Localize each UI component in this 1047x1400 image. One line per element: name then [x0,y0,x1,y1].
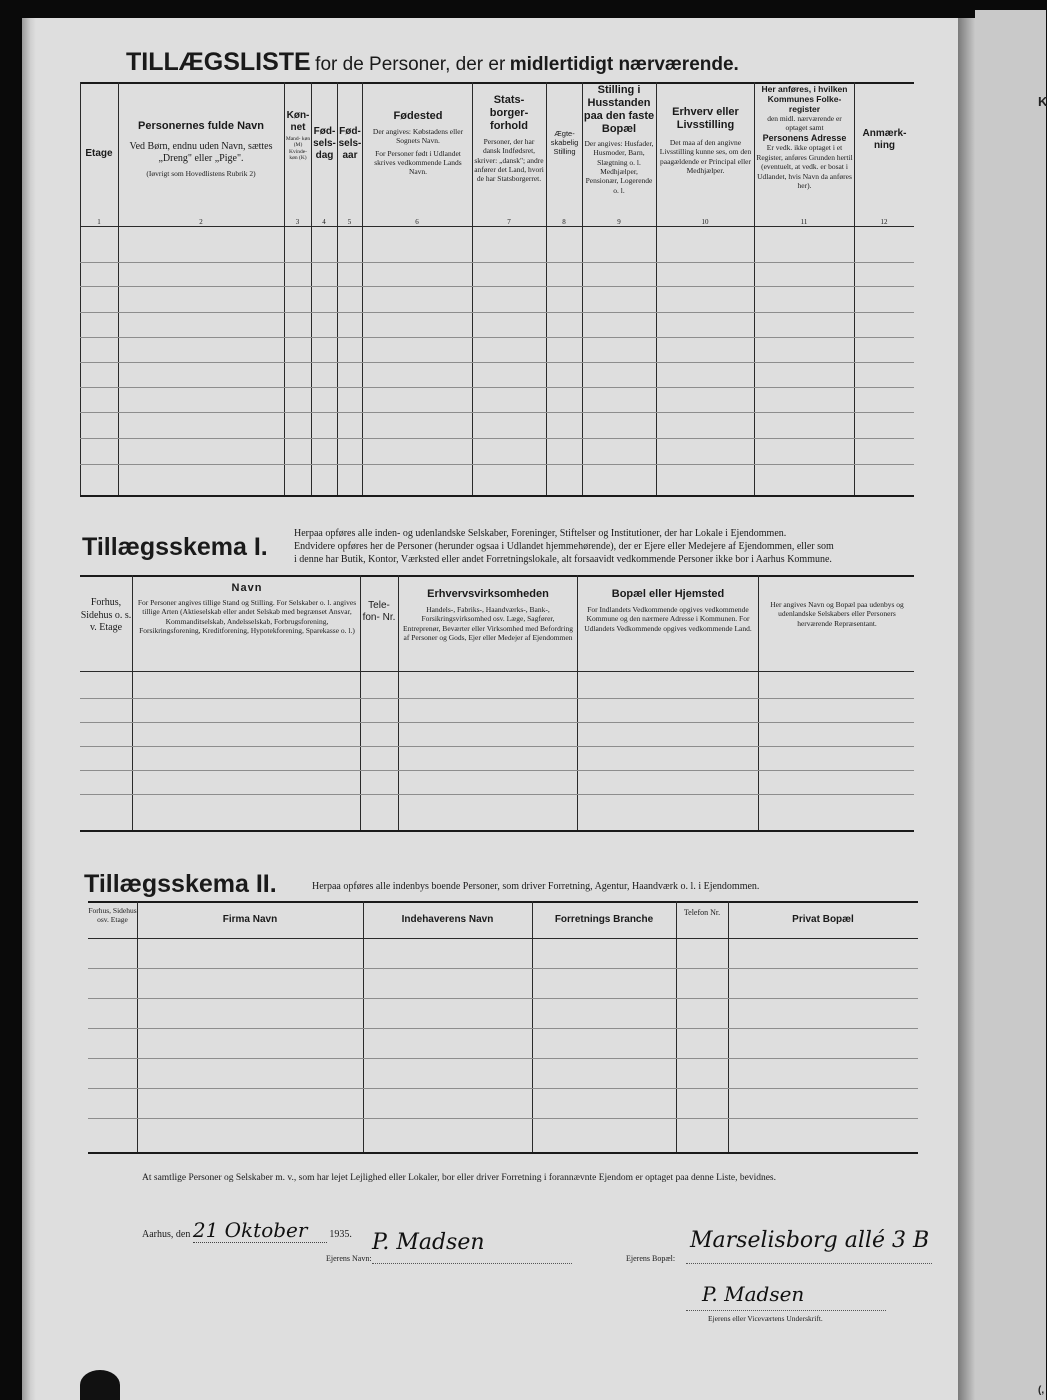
col-birthday-header: Fød- sels- dag [313,126,336,161]
date-handwritten: 21 Oktober [193,1218,327,1243]
signature-label: Ejerens eller Viceværtens Underskrift. [708,1314,823,1323]
col-birthplace-header: Fødested Der angives: Købstadens eller Sognets Navn. For Personer født i Udlandet skrives vedkommende Lands Navn. [372,110,464,177]
schema2-description: Herpaa opføres alle indenbys boende Personer, som driver Forretning, Agentur, Haandværk o. l. i Ejendommen. [312,881,760,892]
col-household-header: Stilling i Husstanden paa den faste Bopæl Der angives: Husfader, Husmoder, Barn, Slægtning o. l. Medhjælper, Pensionær, Logerende o. l. [583,84,655,195]
year-label: 1935. [329,1229,352,1240]
col-marital-header: Ægte- skabelig Stilling [550,129,579,156]
adjacent-page-mark-2: (, [1038,1385,1045,1396]
owner-address-handwritten: Marselisborg allé 3 B [690,1228,930,1253]
col-occupation-header: Erhverv eller Livsstilling Det maa af den angivne Livsstilling kunne ses, om den paagældende er Principal eller Medhjælper. [659,106,752,176]
col-register-header: Her anføres, i hvilken Kommunes Folke- register den midl. nærværende er optaget samt Personens Adresse Er vedk. ikke optaget i et Register, anføres Grunden hertil (eventuelt, at vedk. er bosat i Udlandet, hvis Navn da anføres her). [756,84,853,190]
adjacent-page [975,10,1046,1400]
schema2-title: Tillægsskema II. [84,870,277,898]
date-line [142,1218,352,1243]
s2-col-phone-header: Telefon Nr. [683,908,721,917]
form-page: TILLÆGSLISTE for de Personer, der er midlertidigt nærværende. Etage Personernes fulde Navn Ved Børn, endnu uden Navn, sættes „Dreng" eller „Pige". (Iøvrigt som Hovedlistens Rubrik 2) Køn- net Mand- køn (M) Kvinde- køn (K) Fød- sels- dag Fød- sels- aar Fødested Der angives: Købstadens eller Sognets Navn. For Personer født i Udlandet skrives vedkommende Lands Navn. Stats- borger- forhold Personer, der har dansk Indfødsret, skriver: „dansk"; andre anfører det Land, hvori de har Statsborgerret. Ægte- skabelig Stilling Stilling i Husstanden paa den faste Bopæl Der angives: Husfader, Husmoder, Barn, Slægtning o. l. Medhjælper, Pensionær, Logerende o. l. Erhverv eller Livsstilling Det maa af den angivne Livsstilling kunne ses, om den paagældende er Principal eller Medhjælper. Her anføres, i hvilken Kommunes Folke- register den midl. nærværende er optaget samt Personens Adresse Er vedk. ikke optaget i et Register, anføres Grunden hertil (eventuelt, at vedk. er bosat i Udlandet, hvis Navn da anføres her). Anmærk- ning 1 2 3 4 5 6 7 8 9 10 11 12 Tillægsskema I. Herpaa opføres alle inden- og udenlandske Selskaber, Foreninger, Stiftelser og Institutioner, der har Lokale i Ejendommen. Endvidere opføres her de Personer (herunder ogsaa i Udlandet hjemmehørende), der er Ejere eller Medejere af Ejendommen, eller som i denne har Butik, Kontor, Værksted eller andet Forretningslokale, alt forsaavidt vedkommende Personer ikke bor i Aarhus Kommune. Forhus, Sidehus o. s. v. Etage Navn For Personer angives tillige Stand og Stilling. For Selskaber o. l. angives tillige Arten (Aktieselskab eller andet Selskab med begrænset Ansvar, Kommanditselskab, Andelsselskab, Forbrugsforening, Forsikringsforening, Kreditforening, Hypotekforening, Sparekasse o. l.) Tele- fon- Nr. Erhvervsvirksomheden Handels-, Fabriks-, Haandværks-, Bank-, Forsikringsvirksomhed osv. Læge, Sagfører, Entreprenør, Beværter eller Virksomhed med Befordring af Personer og Gods, Ejer eller Medejer af Ejendommen Bopæl eller Hjemsted For Indlandets Vedkommende opgives vedkommende Kommune og den nærmere Adresse i Kommunen. For Udlandets Vedkommende opgives vedkommende Land. Her angives Navn og Bopæl paa udenbys og udenlandske Selskabers eller Personers herværende Repræsentant. Tillægsskema II. Herpaa opføres alle indenbys boende Personer, som driver Forretning, Agentur, Haandværk o. l. i Ejendommen. Forhus, Sidehus osv. Etage Firma Navn Indehaverens Navn Forretnings Branche Telefon Nr. Privat Bopæl At samtlige Personer og Selskaber m. v., som har lejet Lejlighed eller Lokaler, bor eller driver Forretning i forannævnte Ejendom er optaget paa denne Liste, bevidnes. Aarhus, den 21 Oktober 1935. Ejerens Navn: P. Madsen Ejerens Bopæl: Marselisborg allé 3 B P. Madsen Ejerens eller Viceværtens Underskrift. [22,18,958,1400]
page-edge [958,18,975,1400]
owner-address-label: Ejerens Bopæl: [626,1254,676,1263]
s2-col-firm-header: Firma Navn [222,914,278,925]
den-label: den [175,1229,191,1240]
col-etage-header: Etage [85,148,113,159]
place-label: Aarhus, [142,1229,174,1240]
s1-col-representative-header: Her angives Navn og Bopæl paa udenbys og udenlandske Selskabers eller Personers herværende Repræsentant. [770,600,904,628]
s1-col-phone-header: Tele- fon- Nr. [362,600,396,623]
s2-col-floor-header: Forhus, Sidehus osv. Etage [88,906,137,924]
col-citizenship-header: Stats- borger- forhold Personer, der har dansk Indfødsret, skriver: „dansk"; andre anfører det Land, hvori de har Statsborgerret. [474,94,544,184]
s1-col-residence-header: Bopæl eller Hjemsted For Indlandets Vedkommende opgives vedkommende Kommune og den nærmere Adresse i Kommunen. For Udlandets Vedkommende opgives vedkommende Land. [584,588,752,633]
page-title [126,48,739,77]
owner-name-handwritten: P. Madsen [372,1230,485,1255]
col-birthyear-header: Fød- sels- aar [338,126,362,161]
signature-handwritten: P. Madsen [702,1282,805,1306]
book-spine-shadow [22,18,36,1400]
col-remark-header: Anmærk- ning [862,128,907,151]
adjacent-page-mark: K [1038,94,1047,109]
col-gender-header: Køn- net Mand- køn (M) Kvinde- køn (K) [285,110,311,162]
s1-col-floor-header: Forhus, Sidehus o. s. v. Etage [80,597,132,633]
title-part1: for de Personer, der er [315,54,506,75]
s2-col-private-address-header: Privat Bopæl [792,914,854,925]
title-part2: midlertidigt nærværende. [509,54,739,75]
owner-name-label: Ejerens Navn: [326,1254,372,1263]
s2-col-owner-header: Indehaverens Navn [401,914,494,925]
col-name-header: Personernes fulde Navn Ved Børn, endnu uden Navn, sættes „Dreng" eller „Pige". (Iøvrigt som Hovedlistens Rubrik 2) [129,120,273,178]
schema1-description: Herpaa opføres alle inden- og udenlandske Selskaber, Foreninger, Stiftelser og Institutioner, der har Lokale i Ejendommen. Endvidere opføres her de Personer (herunder ogsaa i Udlandet hjemmehørende), der er Ejere eller Medejere af Ejendommen, eller som i denne har Butik, Kontor, Værksted eller andet Forretningslokale, alt forsaavidt vedkommende Personer ikke bor i Aarhus Kommune. [294,528,834,565]
s2-col-branch-header: Forretnings Branche [554,914,654,925]
schema1-title: Tillægsskema I. [82,533,268,561]
s1-col-name-header: Navn For Personer angives tillige Stand og Stilling. For Selskaber o. l. angives tillige Arten (Aktieselskab eller andet Selskab med begrænset Ansvar, Kommanditselskab, Andelsselskab, Forbrugsforening, Forsikringsforening, Kreditforening, Hypotekforening, Sparekasse o. l.) [137,582,357,636]
certification-statement: At samtlige Personer og Selskaber m. v., som har lejet Lejlighed eller Lokaler, bor eller driver Forretning i forannævnte Ejendom er optaget paa denne Liste, bevidnes. [142,1173,776,1183]
title-main: TILLÆGSLISTE [126,48,311,76]
s1-col-business-header: Erhvervsvirksomheden Handels-, Fabriks-, Haandværks-, Bank-, Forsikringsvirksomhed osv. Læge, Sagfører, Entreprenør, Beværter eller Virksomhed med Befordring af Personer og Gods, Ejer eller Medejer af Ejendommen [403,588,573,643]
binder-clip [80,1370,120,1400]
